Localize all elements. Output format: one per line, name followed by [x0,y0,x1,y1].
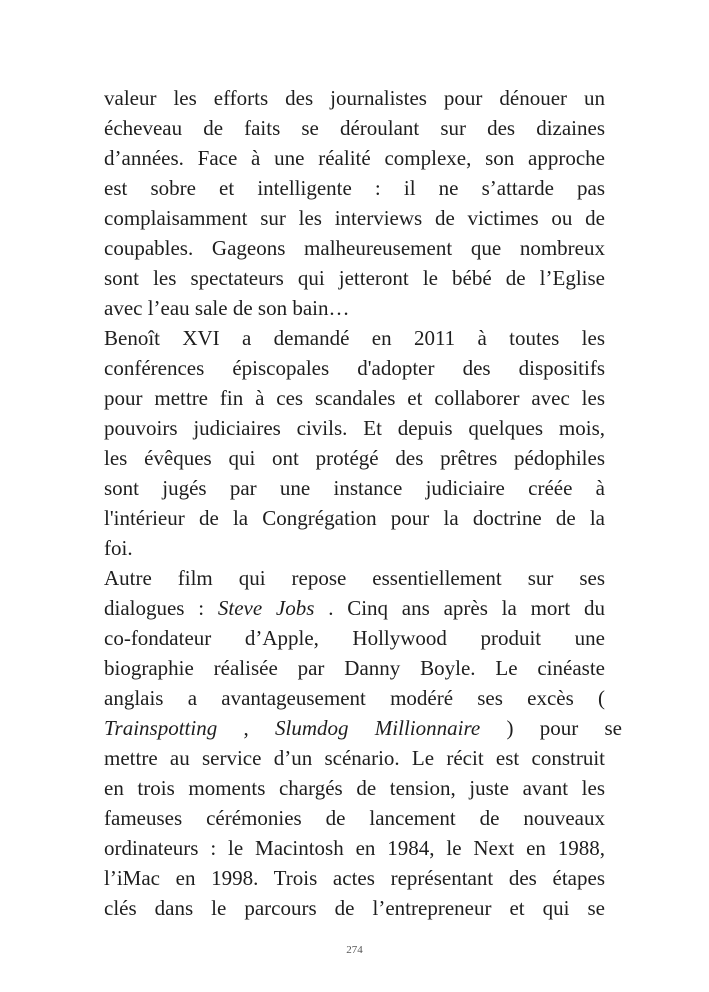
text-line: pour mettre fin à ces scandales et collaborer avec les [104,386,605,410]
text-line: les évêques qui ont protégé des prêtres pédophiles [104,446,605,470]
text-line-with-titles [104,713,622,743]
text-line: Benoît XVI a demandé en 2011 à toutes les [104,326,605,350]
text-line: Autre film qui repose essentiellement sur ses [104,566,605,590]
text-line: ordinateurs : le Macintosh en 1984, le Next en 1988, [104,836,605,860]
text-fragment: ) pour se [480,716,623,740]
text-line-with-title [104,593,605,623]
page-number: 274 [346,944,363,956]
text-line: coupables. Gageons malheureusement que nombreux [104,236,605,260]
text-line: co-fondateur d’Apple, Hollywood produit une [104,626,605,650]
text-line: conférences épiscopales d'adopter des dispositifs [104,356,605,380]
text-fragment: dialogues : [104,596,218,620]
text-line: fameuses cérémonies de lancement de nouveaux [104,806,605,830]
text-line: clés dans le parcours de l’entrepreneur et qui se [104,896,605,920]
text-line: pouvoirs judiciaires civils. Et depuis quelques mois, [104,416,605,440]
text-line: l’iMac en 1998. Trois actes représentant des étapes [104,866,605,890]
text-line: d’années. Face à une réalité complexe, son approche [104,146,605,170]
body-text [104,83,623,923]
text-line: biographie réalisée par Danny Boyle. Le cinéaste [104,656,605,680]
text-fragment: , [217,716,276,740]
text-line: sont jugés par une instance judiciaire créée à [104,476,605,500]
text-line: complaisamment sur les interviews de victimes ou de [104,206,605,230]
text-line: écheveau de faits se déroulant sur des dizaines [104,116,605,140]
film-title-steve-jobs: Steve Jobs [217,596,315,620]
text-line: l'intérieur de la Congrégation pour la doctrine de la [104,506,605,530]
text-line: mettre au service d’un scénario. Le récit est construit [104,746,605,770]
text-line: en trois moments chargés de tension, juste avant les [104,776,605,800]
text-fragment: . Cinq ans après la mort du [314,596,605,620]
text-line: foi. [104,536,133,560]
text-line: avec l’eau sale de son bain… [104,296,350,320]
text-line: anglais a avantageusement modéré ses excès ( [104,686,605,710]
text-line: est sobre et intelligente : il ne s’attarde pas [104,176,605,200]
text-line: valeur les efforts des journalistes pour dénouer un [104,86,605,110]
text-line: sont les spectateurs qui jetteront le bébé de l’Eglise [104,266,605,290]
film-title-slumdog-millionnaire: Slumdog Millionnaire [275,716,481,740]
film-title-trainspotting: Trainspotting [104,716,218,740]
